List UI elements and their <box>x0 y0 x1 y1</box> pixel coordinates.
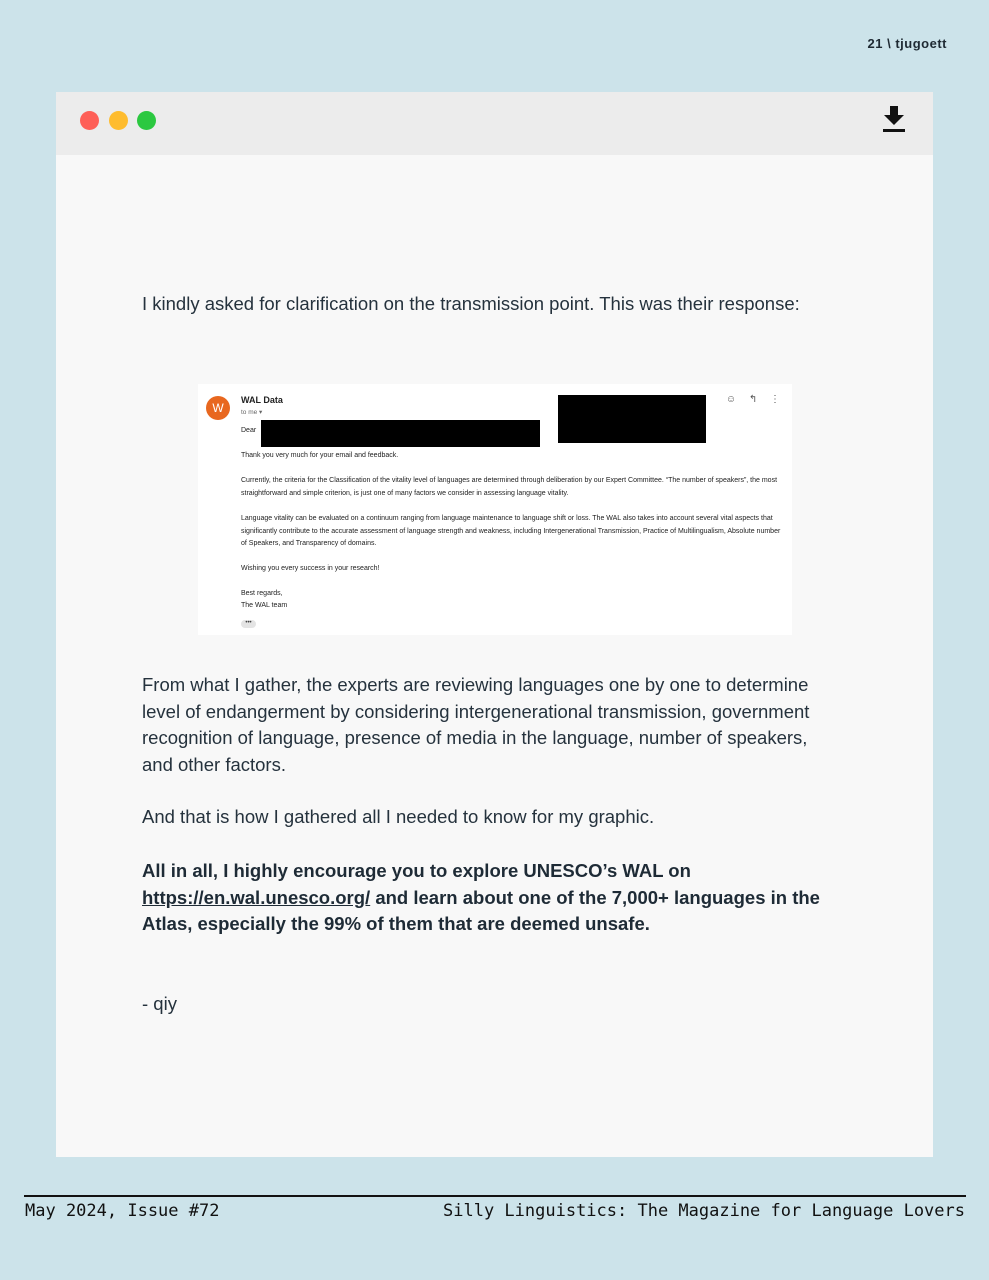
analysis-paragraph: From what I gather, the experts are reviewing languages one by one to determine level of endangerment by considering intergenerational transmission, government recognition of language, presence of media in the language, number of speakers, and other factors. <box>142 674 810 775</box>
conclusion-paragraph: And that is how I gathered all I needed to know for my graphic. <box>142 806 655 827</box>
email-greeting: Dear <box>241 427 257 434</box>
email-line: Language vitality can be evaluated on a continuum ranging from language maintenance to language shift or loss. The WAL also takes into account several vital aspects that significantly contribute to the accurate assessment of language strength and weakness, including Intergenerational Transmission, Practice of Multilingualism, Absolute number of Speakers, and Transparency of domains. <box>241 515 781 547</box>
issue-label: May 2024, Issue #72 <box>25 1201 220 1221</box>
email-actions <box>716 394 780 405</box>
footer-divider <box>24 1195 966 1197</box>
email-sender: WAL Data <box>241 395 283 405</box>
author-signature: - qiy <box>142 993 177 1014</box>
email-more-button: ••• <box>241 620 256 628</box>
email-line: Currently, the criteria for the Classification of the vitality level of languages are determined through deliberation by our Expert Committee. “The number of speakers”, the most straightforward and simple criterion, is just one of many factors we consider in assessing language vitality. <box>241 477 778 497</box>
email-screenshot <box>198 384 792 635</box>
redaction-block <box>261 420 540 447</box>
cta-text-before: All in all, I highly encourage you to explore UNESCO’s WAL on <box>142 860 691 881</box>
download-icon[interactable] <box>881 104 907 134</box>
email-recipient: to me ▾ <box>241 409 263 416</box>
magazine-title: Silly Linguistics: The Magazine for Language Lovers <box>443 1201 965 1221</box>
close-window-button[interactable] <box>80 111 99 130</box>
cta-text-after: and learn about one of the 7,000+ languages in the Atlas, especially the 99% of them that are deemed unsafe. <box>142 886 820 934</box>
reply-icon: ↰ <box>748 394 758 405</box>
email-line: The WAL team <box>241 602 288 609</box>
email-line: Wishing you every success in your research! <box>241 565 380 572</box>
email-line: Best regards, <box>241 590 283 597</box>
browser-window <box>56 92 933 1157</box>
redaction-block <box>558 395 706 443</box>
intro-paragraph: I kindly asked for clarification on the transmission point. This was their response: <box>142 293 800 314</box>
sender-avatar: W <box>206 396 230 420</box>
maximize-window-button[interactable] <box>137 111 156 130</box>
emoji-icon: ☺ <box>725 394 737 405</box>
call-to-action-paragraph <box>142 858 842 938</box>
email-line: Thank you very much for your email and feedback. <box>241 452 399 459</box>
page-number-label: 21 \ tjugoett <box>867 36 947 51</box>
window-titlebar <box>56 92 933 155</box>
wal-link[interactable]: https://en.wal.unesco.org/ <box>142 886 371 908</box>
more-vert-icon: ⋮ <box>770 394 780 405</box>
minimize-window-button[interactable] <box>109 111 128 130</box>
